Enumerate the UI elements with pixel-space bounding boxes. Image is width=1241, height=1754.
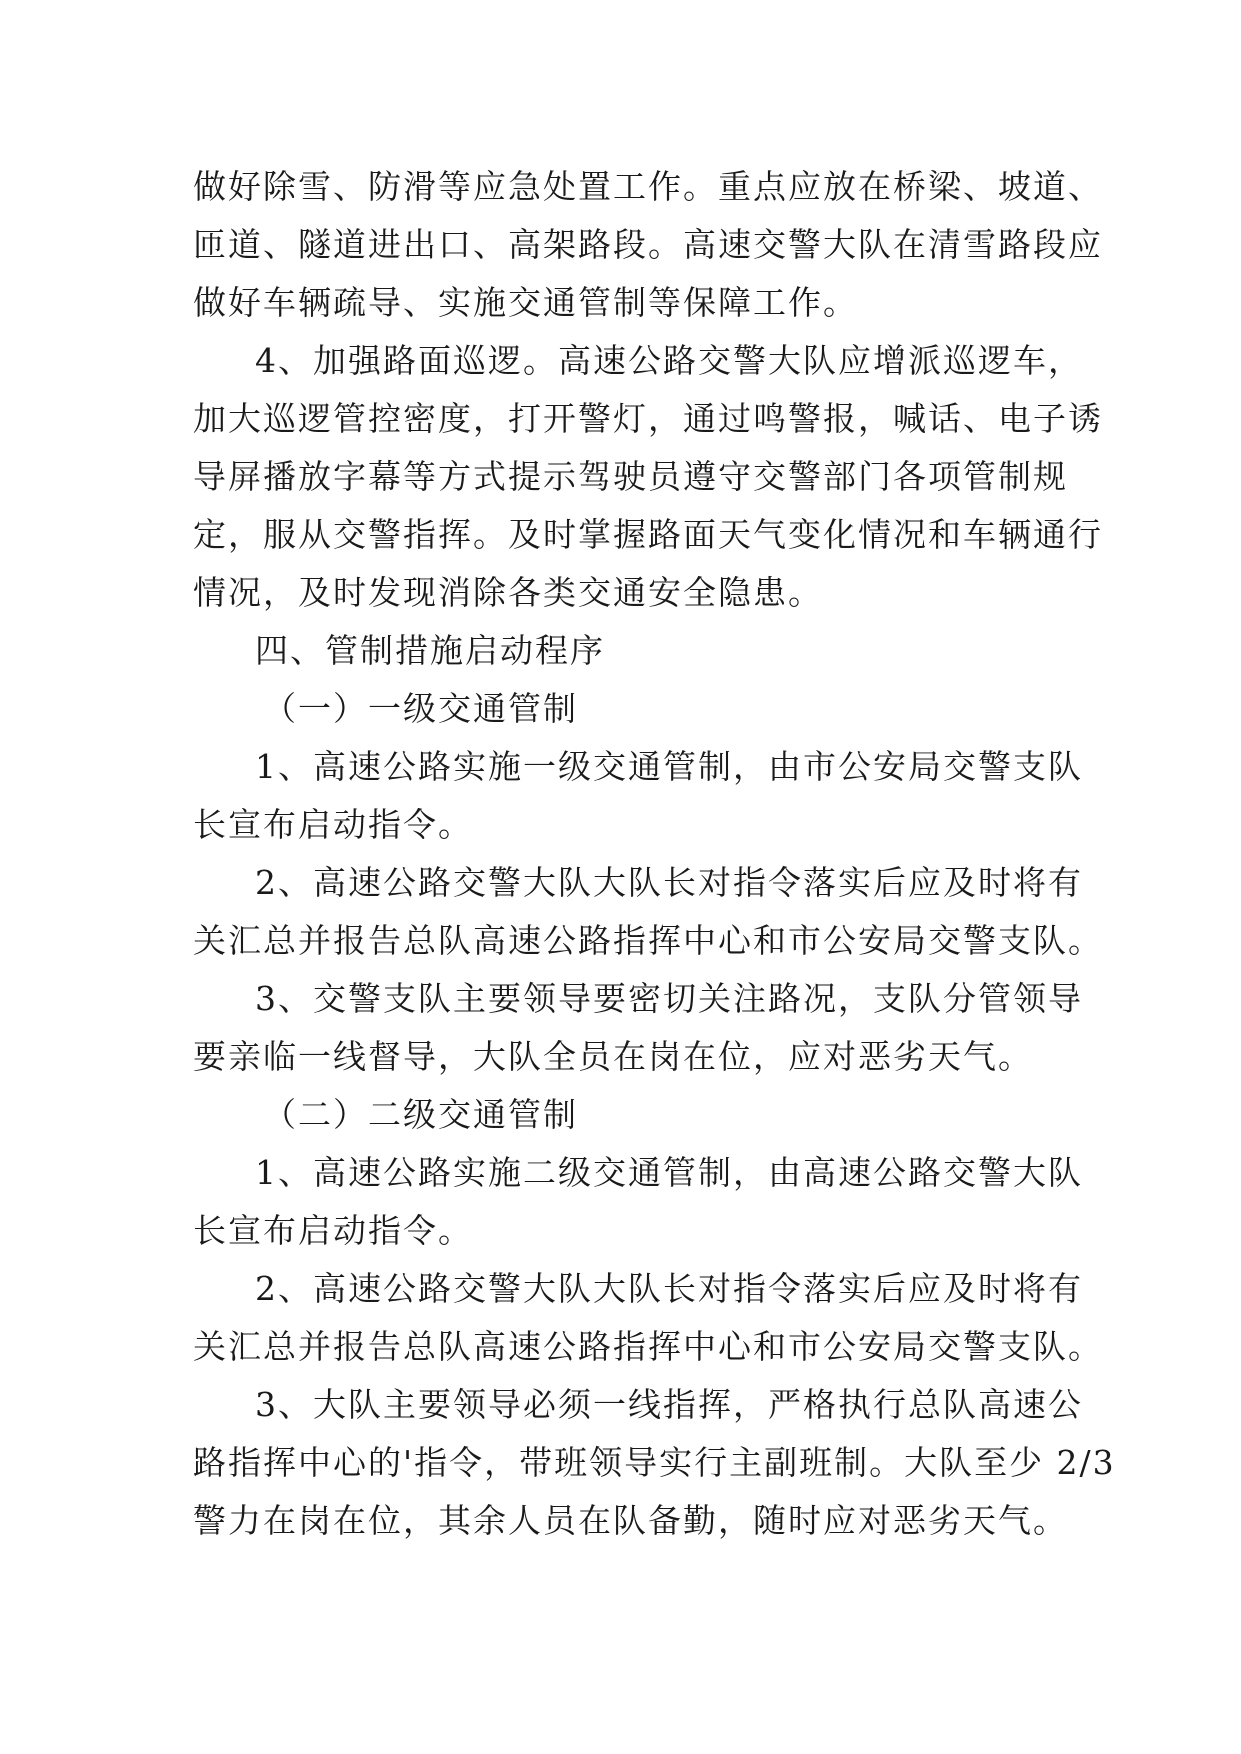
text-line: 导屏播放字幕等方式提示驾驶员遵守交警部门各项管制规 [193, 457, 1068, 496]
paragraph-start: 2、高速公路交警大队大队长对指令落实后应及时将有 [255, 1269, 1083, 1308]
text-line: 情况，及时发现消除各类交通安全隐患。 [193, 573, 823, 612]
text-line: 关汇总并报告总队高速公路指挥中心和市公安局交警支队。 [193, 921, 1103, 960]
paragraph-start: 4、加强路面巡逻。高速公路交警大队应增派巡逻车， [255, 341, 1083, 380]
paragraph-start: 3、交警支队主要领导要密切关注路况，支队分管领导 [255, 979, 1083, 1018]
section-heading: 四、管制措施启动程序 [255, 631, 605, 670]
paragraph-start: 3、大队主要领导必须一线指挥，严格执行总队高速公 [255, 1385, 1083, 1424]
text-line: 加大巡逻管控密度，打开警灯，通过鸣警报，喊话、电子诱 [193, 399, 1103, 438]
subsection-heading: （一）一级交通管制 [263, 689, 578, 728]
text-line: 要亲临一线督导，大队全员在岗在位，应对恶劣天气。 [193, 1037, 1033, 1076]
text-line: 长宣布启动指令。 [193, 805, 473, 844]
text-line: 长宣布启动指令。 [193, 1211, 473, 1250]
subsection-heading: （二）二级交通管制 [263, 1095, 578, 1134]
text-line: 定，服从交警指挥。及时掌握路面天气变化情况和车辆通行 [193, 515, 1103, 554]
text-line: 警力在岗在位，其余人员在队备勤，随时应对恶劣天气。 [193, 1501, 1068, 1540]
paragraph-start: 2、高速公路交警大队大队长对指令落实后应及时将有 [255, 863, 1083, 902]
document-body [193, 158, 1116, 1550]
text-line: 做好车辆疏导、实施交通管制等保障工作。 [193, 283, 858, 322]
paragraph-start: 1、高速公路实施一级交通管制，由市公安局交警支队 [255, 747, 1083, 786]
text-line: 做好除雪、防滑等应急处置工作。重点应放在桥梁、坡道、 [193, 167, 1103, 206]
text-line: 匝道、隧道进出口、高架路段。高速交警大队在清雪路段应 [193, 225, 1103, 264]
text-line: 路指挥中心的'指令，带班领导实行主副班制。大队至少 2/3 [193, 1443, 1116, 1482]
paragraph-start: 1、高速公路实施二级交通管制，由高速公路交警大队 [255, 1153, 1083, 1192]
text-line: 关汇总并报告总队高速公路指挥中心和市公安局交警支队。 [193, 1327, 1103, 1366]
